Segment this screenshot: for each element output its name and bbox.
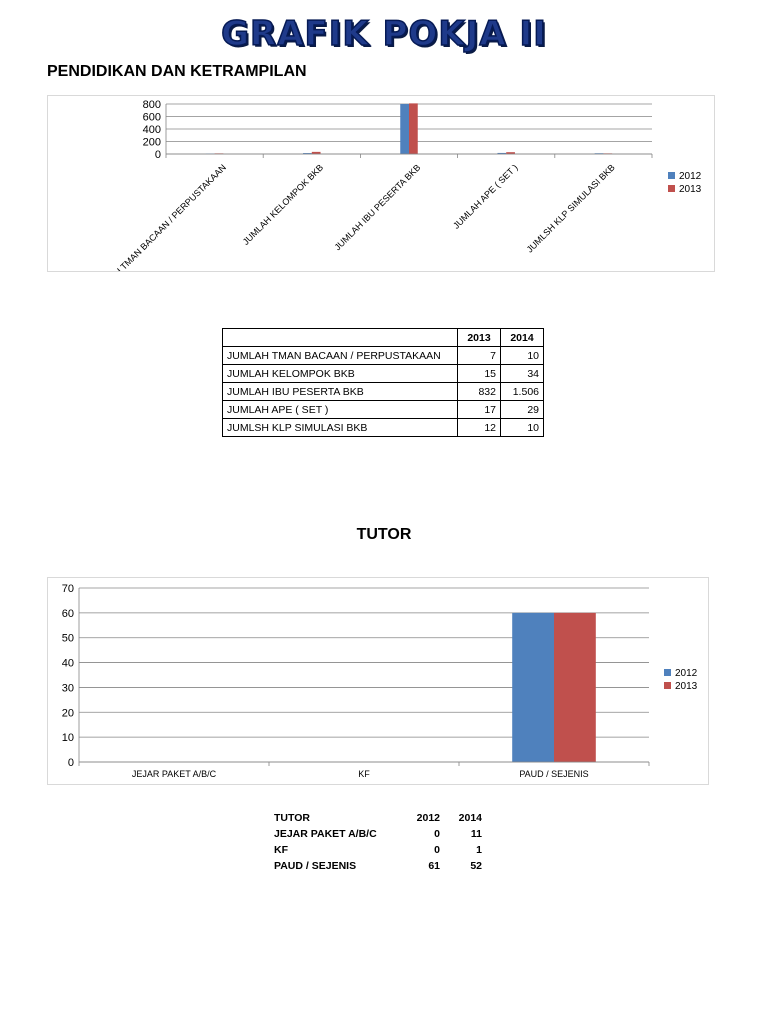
chart1-x-tick-label: JUMLAH APE ( SET ) [451, 162, 520, 231]
table-cell-label: KF [274, 844, 288, 856]
table-row [223, 365, 544, 383]
table-cell-label: JUMLAH IBU PESERTA BKB [223, 383, 458, 401]
table-cell-value: 1 [476, 844, 482, 856]
chart2-legend-swatch [664, 669, 671, 676]
chart1-y-tick-label: 600 [142, 111, 161, 124]
table-header-2013: 2013 [458, 329, 501, 347]
table-cell-label: JEJAR PAKET A/B/C [274, 828, 377, 840]
table-cell-value: 1.506 [501, 383, 544, 401]
table-cell-value: 832 [458, 383, 501, 401]
chart-pendidikan [47, 95, 715, 272]
table-row [223, 401, 544, 419]
chart2-x-tick-label: PAUD / SEJENIS [519, 769, 589, 779]
table-row [270, 842, 486, 858]
chart2-y-tick-label: 70 [61, 583, 74, 595]
chart-tutor-svg [48, 578, 708, 784]
table-header-2014: 2014 [458, 812, 482, 824]
table-pendidikan [222, 328, 544, 437]
chart1-bar [400, 104, 409, 154]
table-cell-value: 11 [470, 828, 482, 840]
table-header-label [223, 329, 458, 347]
table-cell-value: 7 [458, 347, 501, 365]
chart1-x-tick-label: JUMLAH IBU PESERTA BKB [332, 162, 423, 253]
table-cell-value: 17 [458, 401, 501, 419]
table-cell-label: JUMLAH APE ( SET ) [223, 401, 458, 419]
chart1-x-tick-label: JUMLAH TMAN BACAAN / PERPUSTAKAAN [91, 162, 229, 271]
chart1-y-tick-label: 800 [142, 99, 161, 111]
chart1-legend-label: 2013 [679, 184, 702, 195]
table-header-row [223, 329, 544, 347]
chart1-y-tick-label: 400 [142, 124, 161, 136]
chart2-legend-label: 2012 [675, 668, 698, 679]
chart2-bar [554, 613, 596, 762]
table-cell-label: JUMLAH TMAN BACAAN / PERPUSTAKAAN [223, 347, 458, 365]
table-header-row [270, 810, 486, 826]
table-row [270, 826, 486, 842]
chart1-bar [409, 103, 418, 154]
table-cell-value: 0 [434, 828, 440, 840]
chart2-bar [512, 613, 554, 762]
table-cell-label: JUMLSH KLP SIMULASI BKB [223, 419, 458, 437]
chart2-y-tick-label: 30 [61, 682, 74, 695]
section-title-pendidikan: PENDIDIKAN DAN KETRAMPILAN [47, 63, 307, 80]
chart1-legend-swatch [668, 185, 675, 192]
table-cell-value: 61 [428, 860, 440, 872]
chart2-y-tick-label: 0 [67, 757, 74, 769]
chart1-y-tick-label: 0 [154, 149, 161, 161]
table-tutor [270, 810, 486, 874]
chart1-legend-label: 2012 [679, 171, 702, 182]
chart2-y-tick-label: 60 [61, 607, 74, 620]
table-header-2014: 2014 [501, 329, 544, 347]
chart2-y-tick-label: 40 [61, 657, 74, 670]
chart1-x-tick-label: JUMLSH KLP SIMULASI BKB [524, 162, 617, 255]
chart2-y-tick-label: 50 [61, 632, 74, 645]
table-cell-value: 12 [458, 419, 501, 437]
table-cell-value: 0 [434, 844, 440, 856]
table-header-label: TUTOR [274, 812, 310, 824]
chart1-x-tick-label: JUMLAH KELOMPOK BKB [240, 162, 326, 247]
table-row [223, 347, 544, 365]
chart2-y-tick-label: 10 [61, 732, 74, 745]
table-cell-value: 10 [501, 419, 544, 437]
table-cell-value: 15 [458, 365, 501, 383]
chart2-y-tick-label: 20 [61, 707, 74, 720]
table-header-2012: 2012 [416, 812, 440, 824]
chart1-y-tick-label: 200 [142, 136, 161, 149]
chart1-legend-swatch [668, 172, 675, 179]
table-cell-value: 10 [501, 347, 544, 365]
table-cell-label: JUMLAH KELOMPOK BKB [223, 365, 458, 383]
table-cell-value: 29 [501, 401, 544, 419]
table-cell-value: 52 [470, 860, 482, 872]
table-row [223, 383, 544, 401]
chart2-legend-label: 2013 [675, 681, 698, 692]
table-row [223, 419, 544, 437]
chart2-legend-swatch [664, 682, 671, 689]
table-cell-value: 34 [501, 365, 544, 383]
table-row [270, 858, 486, 874]
chart-pendidikan-svg [48, 96, 714, 271]
table-cell-label: PAUD / SEJENIS [274, 860, 357, 872]
chart-tutor [47, 577, 709, 785]
chart2-x-tick-label: JEJAR PAKET A/B/C [131, 769, 217, 779]
page-title: GRAFIK POKJA II [221, 14, 547, 54]
section-title-tutor: TUTOR [356, 526, 412, 543]
chart2-x-tick-label: KF [358, 769, 370, 779]
